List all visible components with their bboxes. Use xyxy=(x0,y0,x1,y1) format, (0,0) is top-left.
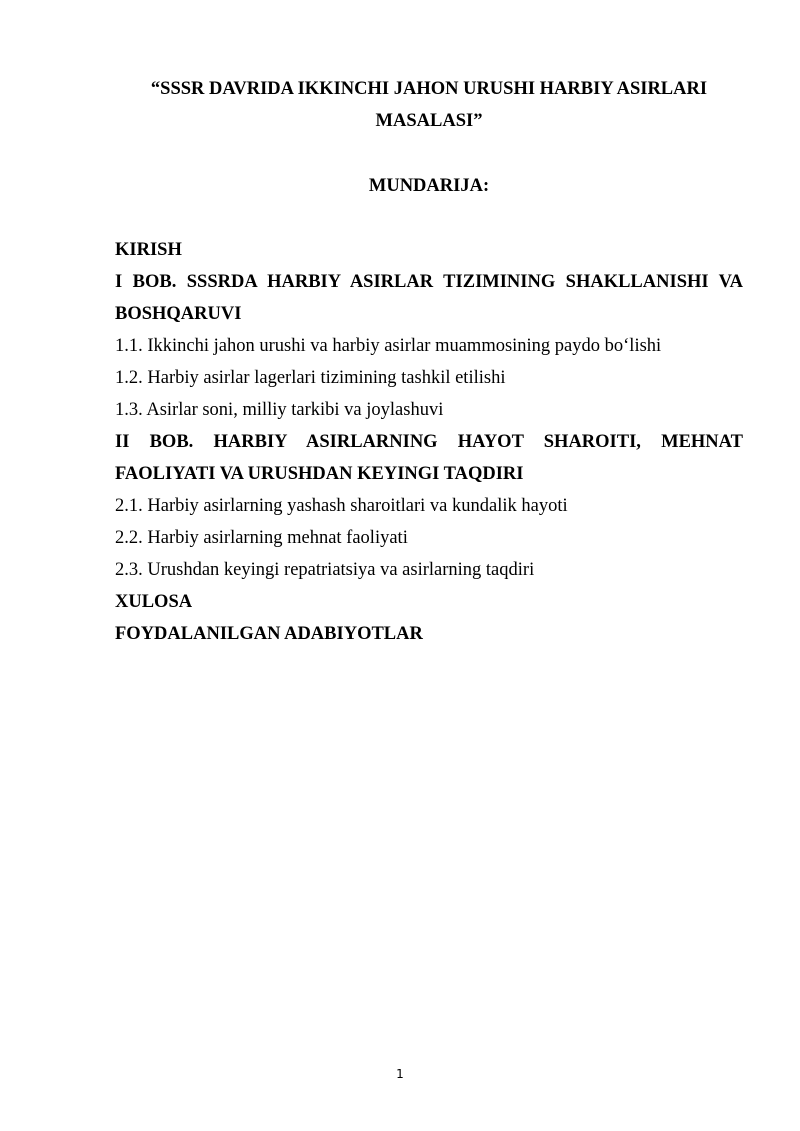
toc-entry-1-3: 1.3. Asirlar soni, milliy tarkibi va joylashuvi xyxy=(115,400,444,420)
toc-entry-2-3: 2.3. Urushdan keyingi repatriatsiya va asirlarning taqdiri xyxy=(115,560,535,580)
toc-entry-chapter-1 xyxy=(115,266,743,330)
toc-entry-xulosa: XULOSA xyxy=(115,592,193,612)
page-number: 1 xyxy=(396,1067,404,1081)
toc-entry-kirish: KIRISH xyxy=(115,240,182,260)
toc-entry-chapter-2-line-2: FAOLIYATI VA URUSHDAN KEYINGI TAQDIRI xyxy=(115,464,524,484)
toc-entry-chapter-1-line-2: BOSHQARUVI xyxy=(115,304,242,324)
toc-entry-chapter-2 xyxy=(115,426,743,490)
table-of-contents xyxy=(115,234,743,650)
toc-entry-bibliography: FOYDALANILGAN ADABIYOTLAR xyxy=(115,624,423,644)
toc-heading: MUNDARIJA: xyxy=(368,176,490,196)
toc-entry-1-2: 1.2. Harbiy asirlar lagerlari tizimining tashkil etilishi xyxy=(115,368,506,388)
toc-entry-1-1: 1.1. Ikkinchi jahon urushi va harbiy asirlar muammosining paydo bo‘lishi xyxy=(115,336,662,356)
toc-entry-chapter-2-line-1: II BOB. HARBIY ASIRLARNING HAYOT SHAROITI, MEHNAT xyxy=(115,432,743,452)
toc-entry-2-2: 2.2. Harbiy asirlarning mehnat faoliyati xyxy=(115,528,408,548)
toc-entry-2-1: 2.1. Harbiy asirlarning yashash sharoitlari va kundalik hayoti xyxy=(115,496,568,516)
toc-entry-chapter-1-line-1: I BOB. SSSRDA HARBIY ASIRLAR TIZIMINING SHAKLLANISHI VA xyxy=(115,272,743,292)
document-title: “SSSR DAVRIDA IKKINCHI JAHON URUSHI HARBIY ASIRLARI MASALASI” xyxy=(150,79,708,131)
